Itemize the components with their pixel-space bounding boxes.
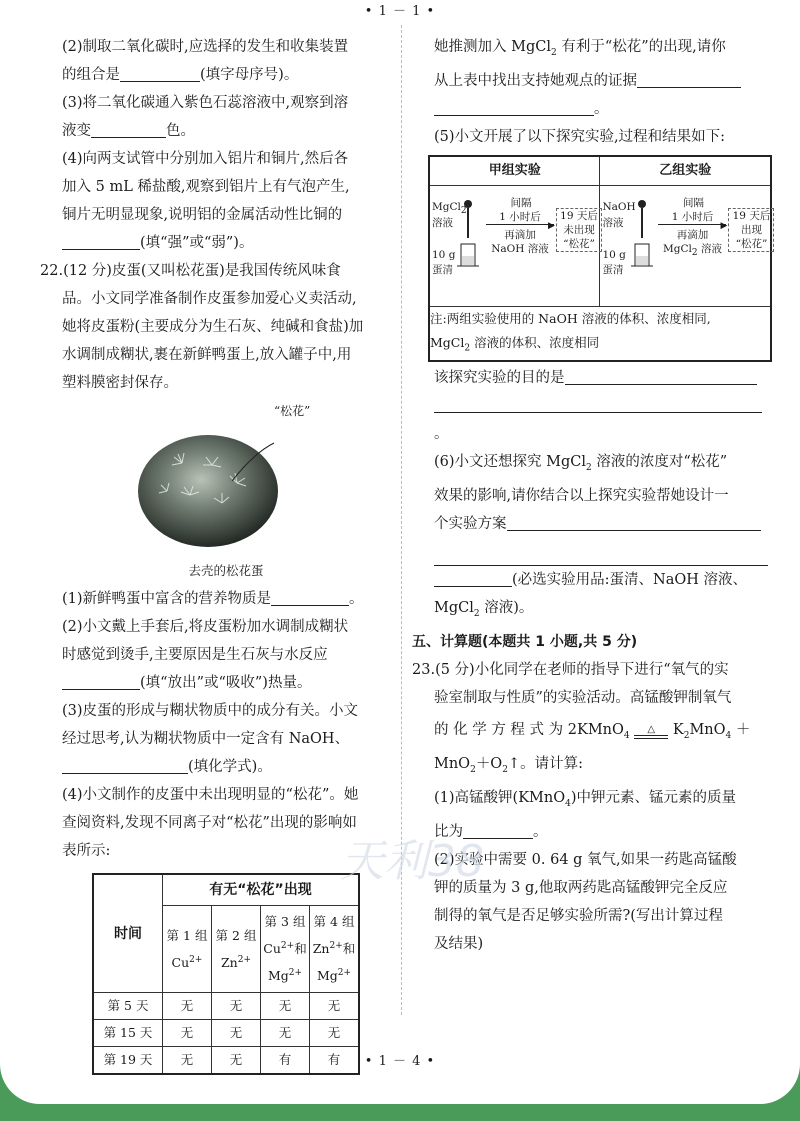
group-col-header: 第 2 组 $Zn^{2+}$ <box>212 906 261 993</box>
q22-6-line2: 效果的影响,请你结合以上探究实验帮她设计一 <box>434 488 729 505</box>
result-cell: 无 <box>310 1020 360 1047</box>
result-box: 19 天后 出现 “松花” <box>728 208 774 252</box>
group-b-header: 乙组实验 <box>600 156 771 186</box>
r-line3: 。 <box>434 95 774 123</box>
answer-blank[interactable] <box>62 231 140 250</box>
time-cell: 第 5 天 <box>93 993 163 1020</box>
q23-1-line2: 比为 。 <box>434 818 774 846</box>
group-col-header: 第 1 组 $Cu^{2+}$ <box>163 906 212 993</box>
section-heading: 五、计算题(本题共 1 小题,共 5 分) <box>412 634 638 651</box>
q23-2-line2: 钾的质量为 3 g,他取两药匙高锰酸钾完全反应 <box>434 879 728 896</box>
q23-equation-line: 的 化 学 方 程 式 为 2KMnO$_4$ △ $K_2MnO_4$ ＋ <box>434 722 751 742</box>
question-number: 23. <box>412 662 436 679</box>
result-cell: 无 <box>261 1020 310 1047</box>
top-page-number: • 1 － 1 • <box>364 4 436 19</box>
egg-label: “松花” <box>274 404 311 418</box>
result-cell: 无 <box>163 993 212 1020</box>
result-cell: 有 <box>261 1047 310 1075</box>
q21-4-line2: 加入 5 mL 稀盐酸,观察到铝片上有气泡产生, <box>62 179 350 195</box>
group-col-header: 第 4 组 $Zn^{2+}$和 $Mg^{2+}$ <box>310 906 360 993</box>
q23-2-line3: 制得的氧气是否足够实验所需?(写出计算过程 <box>434 907 723 924</box>
answer-blank[interactable] <box>434 394 762 413</box>
group-a-diagram: MgCl$_2$ 溶液 10 g 蛋清 间隔 1 小时后 ▶ 再滴加 NaOH 溶液 19 天后 未出现 “松花” <box>429 185 600 306</box>
q22-3-line1: (3)皮蛋的形成与糊状物质中的成分有关。小文 <box>62 703 359 719</box>
result-box: 19 天后 未出现 “松花” <box>556 208 602 252</box>
q22-5-line: (5)小文开展了以下探究实验,过程和结果如下: <box>434 128 726 145</box>
result-cell: 无 <box>310 993 360 1020</box>
question-number: 22. <box>40 263 64 279</box>
q21-3-line1: (3)将二氧化碳通入紫色石蕊溶液中,观察到溶 <box>62 95 349 111</box>
q23-2-line4: 及结果) <box>434 935 484 952</box>
left-column <box>40 33 390 1075</box>
q22-3-line3: (填化学式)。 <box>62 753 390 781</box>
q22-4-line3: 表所示: <box>62 843 111 859</box>
q22-line5: 塑料膜密封保存。 <box>62 375 178 391</box>
answer-blank[interactable] <box>120 63 200 82</box>
result-cell: 有 <box>310 1047 360 1075</box>
q23-line2: 验室制取与性质”的实验活动。高锰酸钾制氧气 <box>434 690 732 707</box>
q21-4-line4: (填“强”或“弱”)。 <box>62 229 390 257</box>
table-row <box>93 993 359 1020</box>
q22-5-goal-line2: 。 <box>434 392 774 448</box>
q21-4-line3: 铜片无明显现象,说明铝的金属活动性比铜的 <box>62 207 343 223</box>
q21-2-line2: 的组合是 (填字母序号)。 <box>62 61 390 89</box>
egg-figure <box>62 403 390 561</box>
time-cell: 第 19 天 <box>93 1047 163 1075</box>
answer-blank[interactable] <box>91 119 166 138</box>
answer-blank[interactable] <box>62 755 188 774</box>
result-cell: 无 <box>261 993 310 1020</box>
q22-line3: 她将皮蛋粉(主要成分为生石灰、纯碱和食盐)加 <box>62 319 364 335</box>
result-cell: 无 <box>163 1047 212 1075</box>
r-line2: 从上表中找出支持她观点的证据 <box>434 67 774 95</box>
q22-6-line3: 个实验方案 <box>434 510 774 538</box>
answer-line[interactable] <box>434 538 768 566</box>
q22-2-line2: 时感觉到烫手,主要原因是生石灰与水反应 <box>62 647 328 663</box>
ion-effect-table <box>92 873 360 1075</box>
result-cell: 无 <box>212 993 261 1020</box>
q21-4-line1: (4)向两支试管中分别加入铝片和铜片,然后各 <box>62 151 349 167</box>
group-b-diagram: NaOH 溶液 10 g 蛋清 间隔 1 小时后 ▶ 再滴加 MgCl$_2$ 溶液 19 天后 出现 “松花” <box>600 185 771 306</box>
q22-2-line3: (填“放出”或“吸收”)热量。 <box>62 669 390 697</box>
q23-1-line1: (1)高锰酸钾(KMnO$_4$)中钾元素、锰元素的质量 <box>434 789 736 809</box>
table-row <box>93 1020 359 1047</box>
preserved-egg-image <box>62 403 390 561</box>
result-cell: 无 <box>212 1047 261 1075</box>
heating-sign: △ <box>634 725 668 739</box>
answer-blank[interactable] <box>434 568 512 587</box>
answer-blank[interactable] <box>565 366 757 385</box>
watermark-logo: 天利38 <box>340 836 484 887</box>
q22-line1: 22.(12 分)皮蛋(又叫松花蛋)是我国传统风味食 <box>40 263 341 279</box>
experiment-table <box>428 155 772 363</box>
table-note: 注:两组实验使用的 NaOH 溶液的体积、浓度相同, MgCl$_2$ 溶液的体积、浓度相同 <box>429 306 771 361</box>
group-col-header: 第 3 组 $Cu^{2+}$和 $Mg^{2+}$ <box>261 906 310 993</box>
q22-6-line4: (必选实验用品:蛋清、NaOH 溶液、 <box>434 566 774 594</box>
time-header: 时间 <box>93 874 163 993</box>
group-header: 有无“松花”出现 <box>163 874 360 906</box>
q22-4-line2: 查阅资料,发现不同离子对“松花”出现的影响如 <box>62 815 357 831</box>
q23-line1: 23.(5 分)小化同学在老师的指导下进行“氧气的实 <box>412 662 729 679</box>
q22-6-line1: (6)小文还想探究 MgCl$_2$ 溶液的浓度对“松花” <box>434 454 728 474</box>
q23-equation-line2: $MnO_2+O_2↑$。请计算: <box>434 756 583 775</box>
answer-blank[interactable] <box>434 97 594 116</box>
q22-3-line2: 经过思考,认为糊状物质中一定含有 NaOH、 <box>62 731 350 747</box>
r-line1: 她推测加入 MgCl$_2$ 有利于“松花”的出现,请你 <box>434 39 726 58</box>
q22-2-line1: (2)小文戴上手套后,将皮蛋粉加水调制成糊状 <box>62 619 349 635</box>
q22-5-goal-line1: 该探究实验的目的是 <box>434 364 774 392</box>
answer-blank[interactable] <box>637 69 741 88</box>
answer-blank[interactable] <box>271 587 349 606</box>
q22-line4: 水调制成糊状,裹在新鲜鸭蛋上,放入罐子中,用 <box>62 347 352 363</box>
dropper-and-tube-icon <box>628 198 656 278</box>
answer-blank[interactable] <box>507 512 761 531</box>
result-cell: 无 <box>163 1020 212 1047</box>
bottom-page-number: • 1 － 4 • <box>364 1054 436 1069</box>
time-cell: 第 15 天 <box>93 1020 163 1047</box>
q21-3-line2: 液变 色。 <box>62 117 390 145</box>
q22-line2: 品。小文同学准备制作皮蛋参加爱心义卖活动, <box>62 291 357 307</box>
answer-blank[interactable] <box>62 671 140 690</box>
q22-4-line1: (4)小文制作的皮蛋中未出现明显的“松花”。她 <box>62 787 359 803</box>
dropper-and-tube-icon <box>454 198 482 278</box>
q22-6-line5: MgCl$_2$ 溶液)。 <box>434 600 534 620</box>
q23-2-line1: (2)实验中需要 0. 64 g 氧气,如果一药匙高锰酸 <box>434 851 737 868</box>
egg-caption: 去壳的松花蛋 <box>188 563 264 578</box>
group-a-header: 甲组实验 <box>429 156 600 186</box>
q21-2-line1: (2)制取二氧化碳时,应选择的发生和收集装置 <box>62 39 349 55</box>
q22-1-line: (1)新鲜鸭蛋中富含的营养物质是 。 <box>62 585 390 613</box>
result-cell: 无 <box>212 1020 261 1047</box>
